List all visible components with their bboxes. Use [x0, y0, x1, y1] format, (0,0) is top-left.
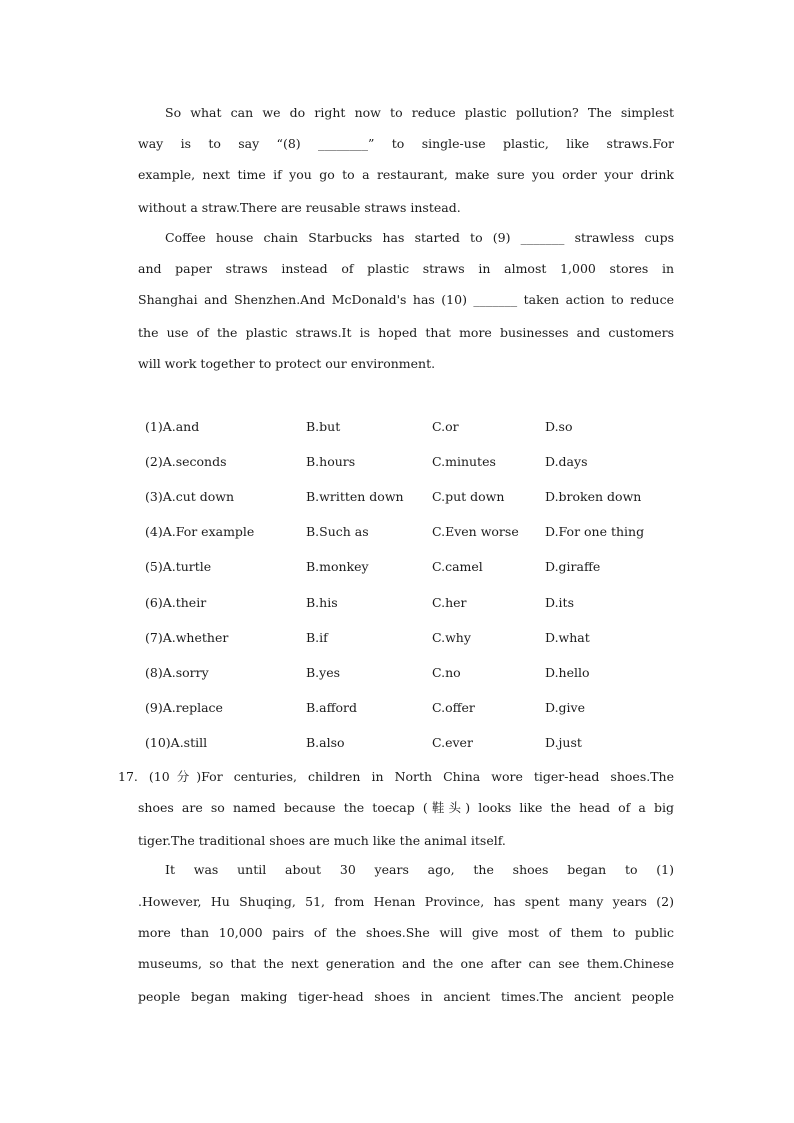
option-b: B.hours [306, 454, 356, 469]
option-a: (8)A.sorry [145, 665, 209, 680]
question-number: (9) [145, 700, 163, 715]
option-b: B.but [306, 419, 341, 434]
question-number: (4) [145, 524, 163, 539]
question-number: (2) [145, 454, 163, 469]
option-row [0, 700, 794, 718]
passage-16-line-3: example, next time if you go to a restaurant, make sure you order your drink [138, 167, 674, 182]
option-c: C.camel [432, 559, 483, 574]
passage-17-line-6: more than 10,000 pairs of the shoes.She will give most of them to public [138, 925, 674, 940]
option-c: C.minutes [432, 454, 496, 469]
option-a: (9)A.replace [145, 700, 223, 715]
passage-16-line-7: Shanghai and Shenzhen.And McDonald's has (10) _______ taken action to reduce [138, 292, 674, 307]
option-a: (10)A.still [145, 735, 208, 750]
question-number: (10) [145, 735, 171, 750]
question-number: (6) [145, 595, 163, 610]
option-c: C.her [432, 595, 467, 610]
passage-16-line-8: the use of the plastic straws.It is hoped that more businesses and customers [138, 325, 674, 340]
option-row [0, 524, 794, 542]
passage-17-line-8: people began making tiger-head shoes in ancient times.The ancient people [138, 989, 674, 1004]
option-b: B.written down [306, 489, 404, 504]
option-c: C.Even worse [432, 524, 519, 539]
passage-16-line-4: without a straw.There are reusable straws instead. [138, 200, 461, 215]
option-d: D.days [545, 454, 588, 469]
option-row [0, 665, 794, 683]
option-d: D.giraffe [545, 559, 601, 574]
option-d: D.For one thing [545, 524, 645, 539]
option-row [0, 630, 794, 648]
passage-17-line-1: 17. (10分)For centuries, children in North China wore tiger-head shoes.The [118, 769, 674, 784]
passage-17-line-7: museums, so that the next generation and the one after can see them.Chinese [138, 956, 674, 971]
option-b: B.yes [306, 665, 341, 680]
option-row [0, 419, 794, 437]
option-c: C.put down [432, 489, 505, 504]
option-a: (2)A.seconds [145, 454, 227, 469]
option-a: (6)A.their [145, 595, 207, 610]
option-c: C.or [432, 419, 459, 434]
option-d: D.just [545, 735, 582, 750]
question-number: (5) [145, 559, 163, 574]
option-a: (1)A.and [145, 419, 200, 434]
option-b: B.also [306, 735, 345, 750]
option-c: C.ever [432, 735, 473, 750]
option-a: (4)A.For example [145, 524, 255, 539]
passage-17-line-3: tiger.The traditional shoes are much like the animal itself. [138, 833, 506, 848]
option-row [0, 489, 794, 507]
passage-16-line-6: and paper straws instead of plastic straws in almost 1,000 stores in [138, 261, 674, 276]
passage-16-line-9: will work together to protect our environment. [138, 356, 436, 371]
option-b: B.afford [306, 700, 357, 715]
option-b: B.monkey [306, 559, 369, 574]
passage-16-line-1: So what can we do right now to reduce plastic pollution? The simplest [165, 105, 674, 120]
passage-17-line-4: It was until about 30 years ago, the shoes began to (1) [165, 862, 674, 877]
option-a: (7)A.whether [145, 630, 229, 645]
option-c: C.no [432, 665, 461, 680]
passage-17-line-2: shoes are so named because the toecap (鞋头) looks like the head of a big [138, 800, 674, 815]
option-b: B.Such as [306, 524, 369, 539]
option-row [0, 454, 794, 472]
option-d: D.give [545, 700, 586, 715]
option-c: C.why [432, 630, 471, 645]
question-number: (3) [145, 489, 163, 504]
option-row [0, 595, 794, 613]
option-d: D.so [545, 419, 573, 434]
question-number: (7) [145, 630, 163, 645]
passage-16-line-5: Coffee house chain Starbucks has started to (9) _______ strawless cups [165, 230, 674, 245]
option-a: (3)A.cut down [145, 489, 235, 504]
option-d: D.what [545, 630, 590, 645]
option-d: D.broken down [545, 489, 642, 504]
option-a: (5)A.turtle [145, 559, 212, 574]
option-row [0, 559, 794, 577]
question-number: (1) [145, 419, 163, 434]
option-row [0, 735, 794, 753]
option-b: B.his [306, 595, 338, 610]
passage-17-line-5: .However, Hu Shuqing, 51, from Henan Province, has spent many years (2) [138, 894, 674, 909]
question-number: (8) [145, 665, 163, 680]
passage-16-line-2: way is to say “(8) ________” to single-use plastic, like straws.For [138, 136, 674, 151]
option-b: B.if [306, 630, 328, 645]
option-c: C.offer [432, 700, 475, 715]
option-d: D.its [545, 595, 574, 610]
option-d: D.hello [545, 665, 590, 680]
